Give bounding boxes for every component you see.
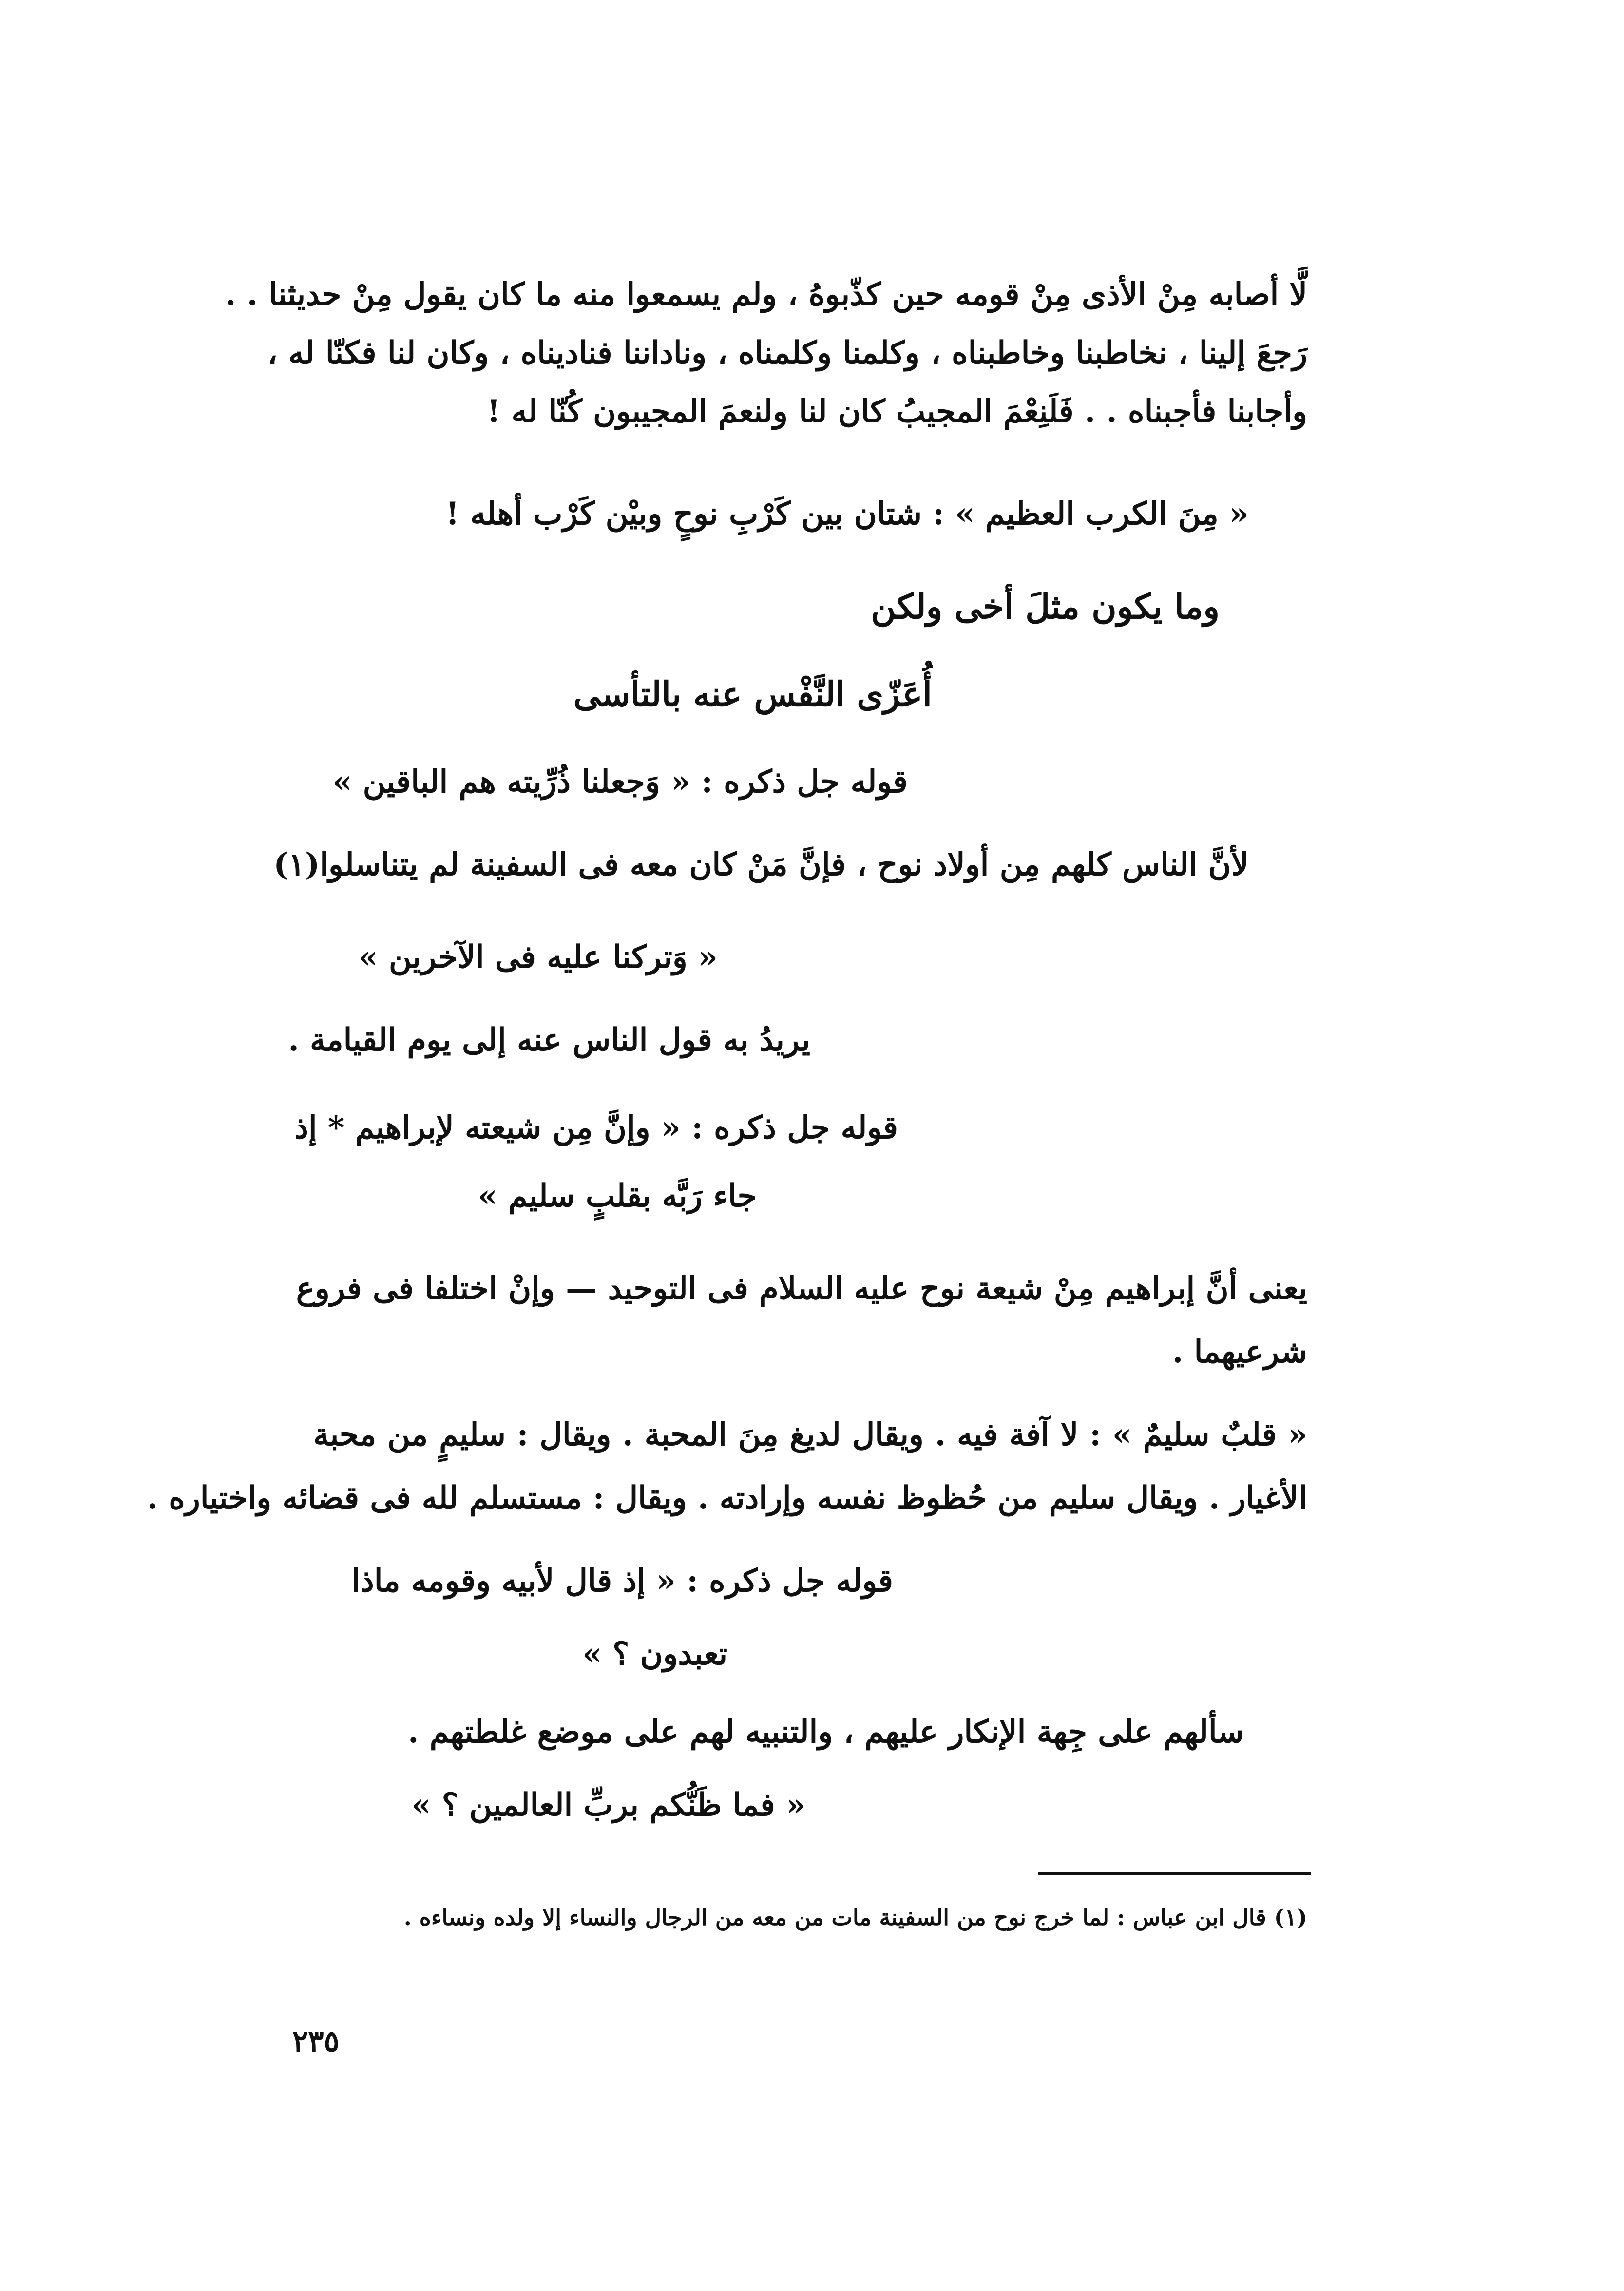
verse-line-1: وما يكون مثلَ أخى ولكن (871, 586, 1220, 627)
text-line-17: سألهم على جِهة الإنكار عليهم ، والتنبيه لهم على موضع غلطتهم . (408, 1714, 1244, 1750)
text-line-18: « فما ظَنُّكم بربِّ العالمين ؟ » (411, 1787, 805, 1823)
text-line-6: لأنَّ الناس كلهم مِن أولاد نوح ، فإنَّ مَنْ كان معه فى السفينة لم يتناسلوا(١) (273, 846, 1249, 883)
text-line-4: « مِنَ الكرب العظيم » : شتان بين كَرْبِ نوحٍ وبيْن كَرْب أهله ! (445, 496, 1249, 532)
text-line-7: « وَتركنا عليه فى الآخرين » (358, 939, 718, 975)
text-line-1: لَّا أصابه مِنْ الأذى مِنْ قومه حين كذّبوهُ ، ولم يسمعوا منه ما كان يقول مِنْ حديثنا . . (225, 276, 1307, 313)
text-line-11: يعنى أنَّ إبراهيم مِنْ شيعة نوح عليه السلام فى التوحيد — وإنْ اختلفا فى فروع (296, 1270, 1307, 1307)
text-line-16: تعبدون ؟ » (582, 1636, 727, 1672)
footnote-separator (1038, 1872, 1311, 1875)
text-line-5: قوله جل ذكره : « وَجعلنا ذُرِّيته هم الباقين » (332, 764, 908, 800)
text-line-15: قوله جل ذكره : « إذ قال لأبيه وقومه ماذا (351, 1563, 893, 1599)
text-line-10: جاء رَبَّه بقلبٍ سليم » (478, 1178, 757, 1214)
text-line-9: قوله جل ذكره : « وإنَّ مِن شيعته لإبراهيم * إذ (294, 1109, 898, 1146)
verse-line-2: أُعَزّى النَّفْس عنه بالتأسى (573, 674, 932, 714)
text-line-13: « قلبٌ سليمٌ » : لا آفة فيه . ويقال لديغ مِنَ المحبة . ويقال : سليمٍ من محبة (313, 1416, 1308, 1453)
text-line-14: الأغيار . ويقال سليم من حُظوظ نفسه وإرادته . ويقال : مستسلم لله فى قضائه واختياره . (147, 1480, 1307, 1516)
footnote: (١) قال ابن عباس : لما خرج نوح من السفينة مات من معه من الرجال والنساء إلا ولده ونساءه . (403, 1904, 1307, 1930)
text-line-12: شرعيهما . (1172, 1334, 1307, 1370)
text-line-2: رَجعَ إلينا ، نخاطبنا وخاطبناه ، وكلمنا وكلمناه ، وناداننا فناديناه ، وكان لنا فكنّا له ، (267, 335, 1307, 371)
text-line-8: يريدُ به قول الناس عنه إلى يوم القيامة . (288, 1022, 810, 1058)
page-number: ٢٣٥ (292, 2024, 340, 2059)
text-line-3: وأجابنا فأجبناه . . فَلَنِعْمَ المجيبُ كان لنا ولنعمَ المجيبون كُنّا له ! (487, 393, 1307, 430)
